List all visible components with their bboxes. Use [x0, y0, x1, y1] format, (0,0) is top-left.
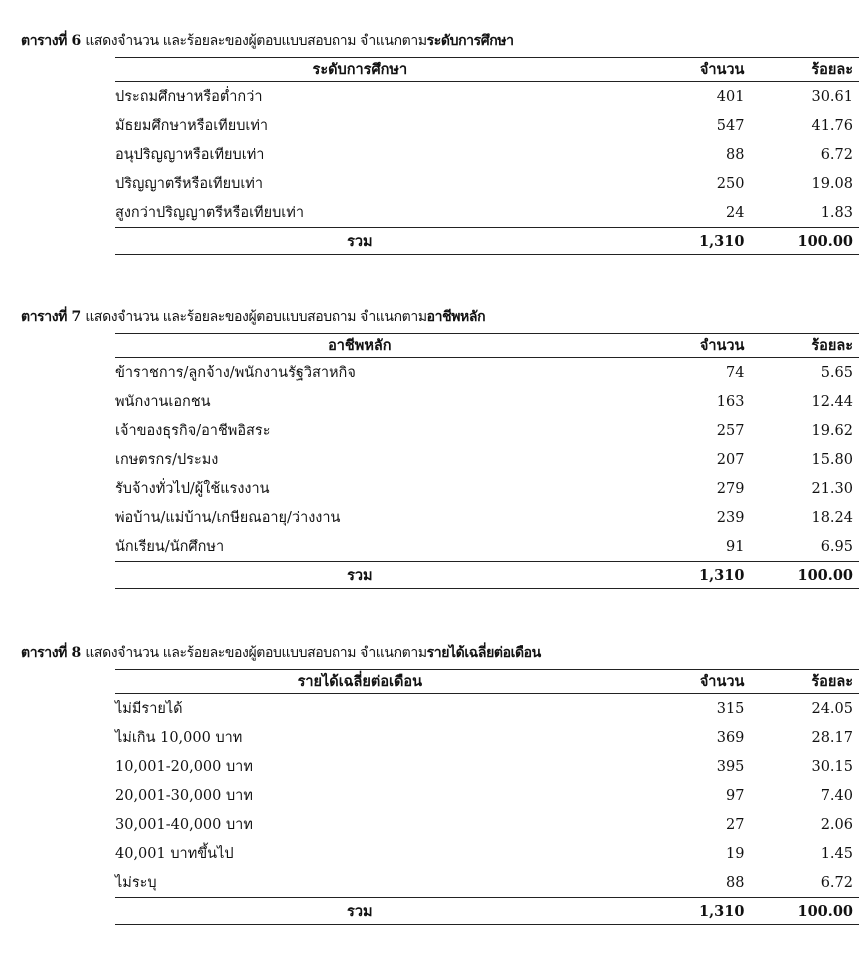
table-row [115, 810, 859, 839]
row-count: 369 [716, 729, 745, 746]
row-count: 239 [716, 509, 745, 526]
table-row [115, 868, 859, 898]
total-row [115, 228, 859, 255]
row-label: นักเรียน/นักศึกษา [115, 539, 225, 555]
header-count: จำนวน [665, 334, 745, 358]
row-label: ปริญญาตรีหรือเทียบเท่า [115, 176, 263, 192]
row-percent: 6.95 [820, 538, 853, 555]
table-row [115, 387, 859, 416]
table-row [115, 140, 859, 169]
total-count: 1,310 [665, 898, 745, 925]
total-percent: 100.00 [744, 898, 859, 925]
row-percent: 19.62 [811, 422, 853, 439]
row-label: เจ้าของธุรกิจ/อาชีพอิสระ [115, 423, 271, 439]
row-percent: 30.61 [811, 88, 853, 105]
row-count: 250 [716, 175, 745, 192]
total-percent: 100.00 [744, 228, 859, 255]
table-header-row [115, 670, 859, 694]
row-count: 19 [725, 845, 745, 862]
caption-number: ตารางที่ 8 [21, 645, 81, 661]
table-row [115, 532, 859, 562]
row-label: เกษตรกร/ประมง [115, 452, 219, 468]
header-label: อาชีพหลัก [115, 334, 665, 358]
row-label: 30,001-40,000 บาท [115, 817, 253, 833]
header-label: รายได้เฉลี่ยต่อเดือน [115, 670, 665, 694]
table-row [115, 839, 859, 868]
row-count: 88 [725, 874, 745, 891]
total-percent: 100.00 [744, 562, 859, 589]
row-count: 27 [725, 816, 745, 833]
caption-text: แสดงจำนวน และร้อยละของผู้ตอบแบบสอบถาม จำแนกตาม [85, 309, 427, 325]
row-percent: 1.83 [820, 204, 853, 221]
row-label: ข้าราชการ/ลูกจ้าง/พนักงานรัฐวิสาหกิจ [115, 365, 356, 381]
total-label: รวม [115, 562, 665, 589]
row-percent: 19.08 [811, 175, 853, 192]
table-row [115, 416, 859, 445]
row-label: ไม่เกิน 10,000 บาท [115, 730, 243, 746]
row-count: 88 [726, 146, 745, 163]
row-label: มัธยมศึกษาหรือเทียบเท่า [115, 118, 269, 134]
table-row [115, 781, 859, 810]
row-percent: 30.15 [811, 758, 853, 775]
table-row [115, 82, 859, 112]
row-percent: 6.72 [820, 874, 853, 891]
row-count: 401 [716, 88, 745, 105]
row-count: 163 [716, 393, 745, 410]
caption-text: แสดงจำนวน และร้อยละของผู้ตอบแบบสอบถาม จำแนกตาม [85, 33, 427, 49]
row-label: ไม่มีรายได้ [115, 701, 183, 717]
row-count: 395 [716, 758, 745, 775]
table-row [115, 169, 859, 198]
row-count: 97 [725, 787, 745, 804]
header-count: จำนวน [665, 58, 745, 82]
row-percent: 5.65 [820, 364, 853, 381]
table-7-caption [21, 306, 485, 328]
row-label: รับจ้างทั่วไป/ผู้ใช้แรงงาน [115, 481, 270, 497]
total-count: 1,310 [665, 228, 745, 255]
row-percent: 12.44 [811, 393, 853, 410]
total-label: รวม [115, 228, 665, 255]
row-label: พ่อบ้าน/แม่บ้าน/เกษียณอายุ/ว่างงาน [115, 510, 341, 526]
row-count: 74 [726, 364, 745, 381]
total-count: 1,310 [665, 562, 745, 589]
row-count: 315 [716, 700, 745, 717]
table-6-caption [21, 30, 514, 52]
row-percent: 15.80 [811, 451, 853, 468]
caption-text: แสดงจำนวน และร้อยละของผู้ตอบแบบสอบถาม จำแนกตาม [85, 645, 427, 661]
header-percent: ร้อยละ [744, 334, 859, 358]
row-count: 91 [726, 538, 745, 555]
table-row [115, 503, 859, 532]
caption-subject: ระดับการศึกษา [426, 33, 514, 49]
row-count: 24 [726, 204, 745, 221]
table-row [115, 474, 859, 503]
table-header-row [115, 334, 859, 358]
caption-number: ตารางที่ 6 [21, 33, 81, 49]
total-label: รวม [115, 898, 665, 925]
row-percent: 41.76 [811, 117, 853, 134]
total-row [115, 898, 859, 925]
table-row [115, 198, 859, 228]
table-row [115, 694, 859, 724]
row-label: อนุปริญญาหรือเทียบเท่า [115, 147, 265, 163]
caption-subject: อาชีพหลัก [426, 309, 486, 325]
row-label: ไม่ระบุ [115, 875, 157, 891]
row-percent: 24.05 [811, 700, 853, 717]
row-percent: 6.72 [820, 146, 853, 163]
income-table [115, 669, 859, 925]
row-count: 207 [716, 451, 745, 468]
education-table [115, 57, 859, 255]
row-label: 40,001 บาทขึ้นไป [115, 846, 234, 862]
table-8-caption [21, 642, 541, 664]
row-label: สูงกว่าปริญญาตรีหรือเทียบเท่า [115, 205, 304, 221]
row-percent: 21.30 [811, 480, 853, 497]
row-label: 10,001-20,000 บาท [115, 759, 253, 775]
table-row [115, 445, 859, 474]
caption-subject: รายได้เฉลี่ยต่อเดือน [426, 645, 541, 661]
row-label: ประถมศึกษาหรือต่ำกว่า [115, 89, 263, 105]
row-percent: 28.17 [811, 729, 853, 746]
row-percent: 2.06 [820, 816, 853, 833]
header-percent: ร้อยละ [744, 670, 859, 694]
row-count: 257 [716, 422, 745, 439]
row-label: 20,001-30,000 บาท [115, 788, 253, 804]
row-percent: 1.45 [820, 845, 853, 862]
row-percent: 7.40 [820, 787, 853, 804]
total-row [115, 562, 859, 589]
table-row [115, 752, 859, 781]
header-count: จำนวน [665, 670, 745, 694]
table-row [115, 111, 859, 140]
caption-number: ตารางที่ 7 [21, 309, 81, 325]
row-count: 547 [716, 117, 745, 134]
table-row [115, 358, 859, 388]
header-label: ระดับการศึกษา [115, 58, 665, 82]
table-row [115, 723, 859, 752]
header-percent: ร้อยละ [744, 58, 859, 82]
occupation-table [115, 333, 859, 589]
row-percent: 18.24 [811, 509, 853, 526]
row-count: 279 [716, 480, 745, 497]
row-label: พนักงานเอกชน [115, 394, 211, 410]
table-header-row [115, 58, 859, 82]
